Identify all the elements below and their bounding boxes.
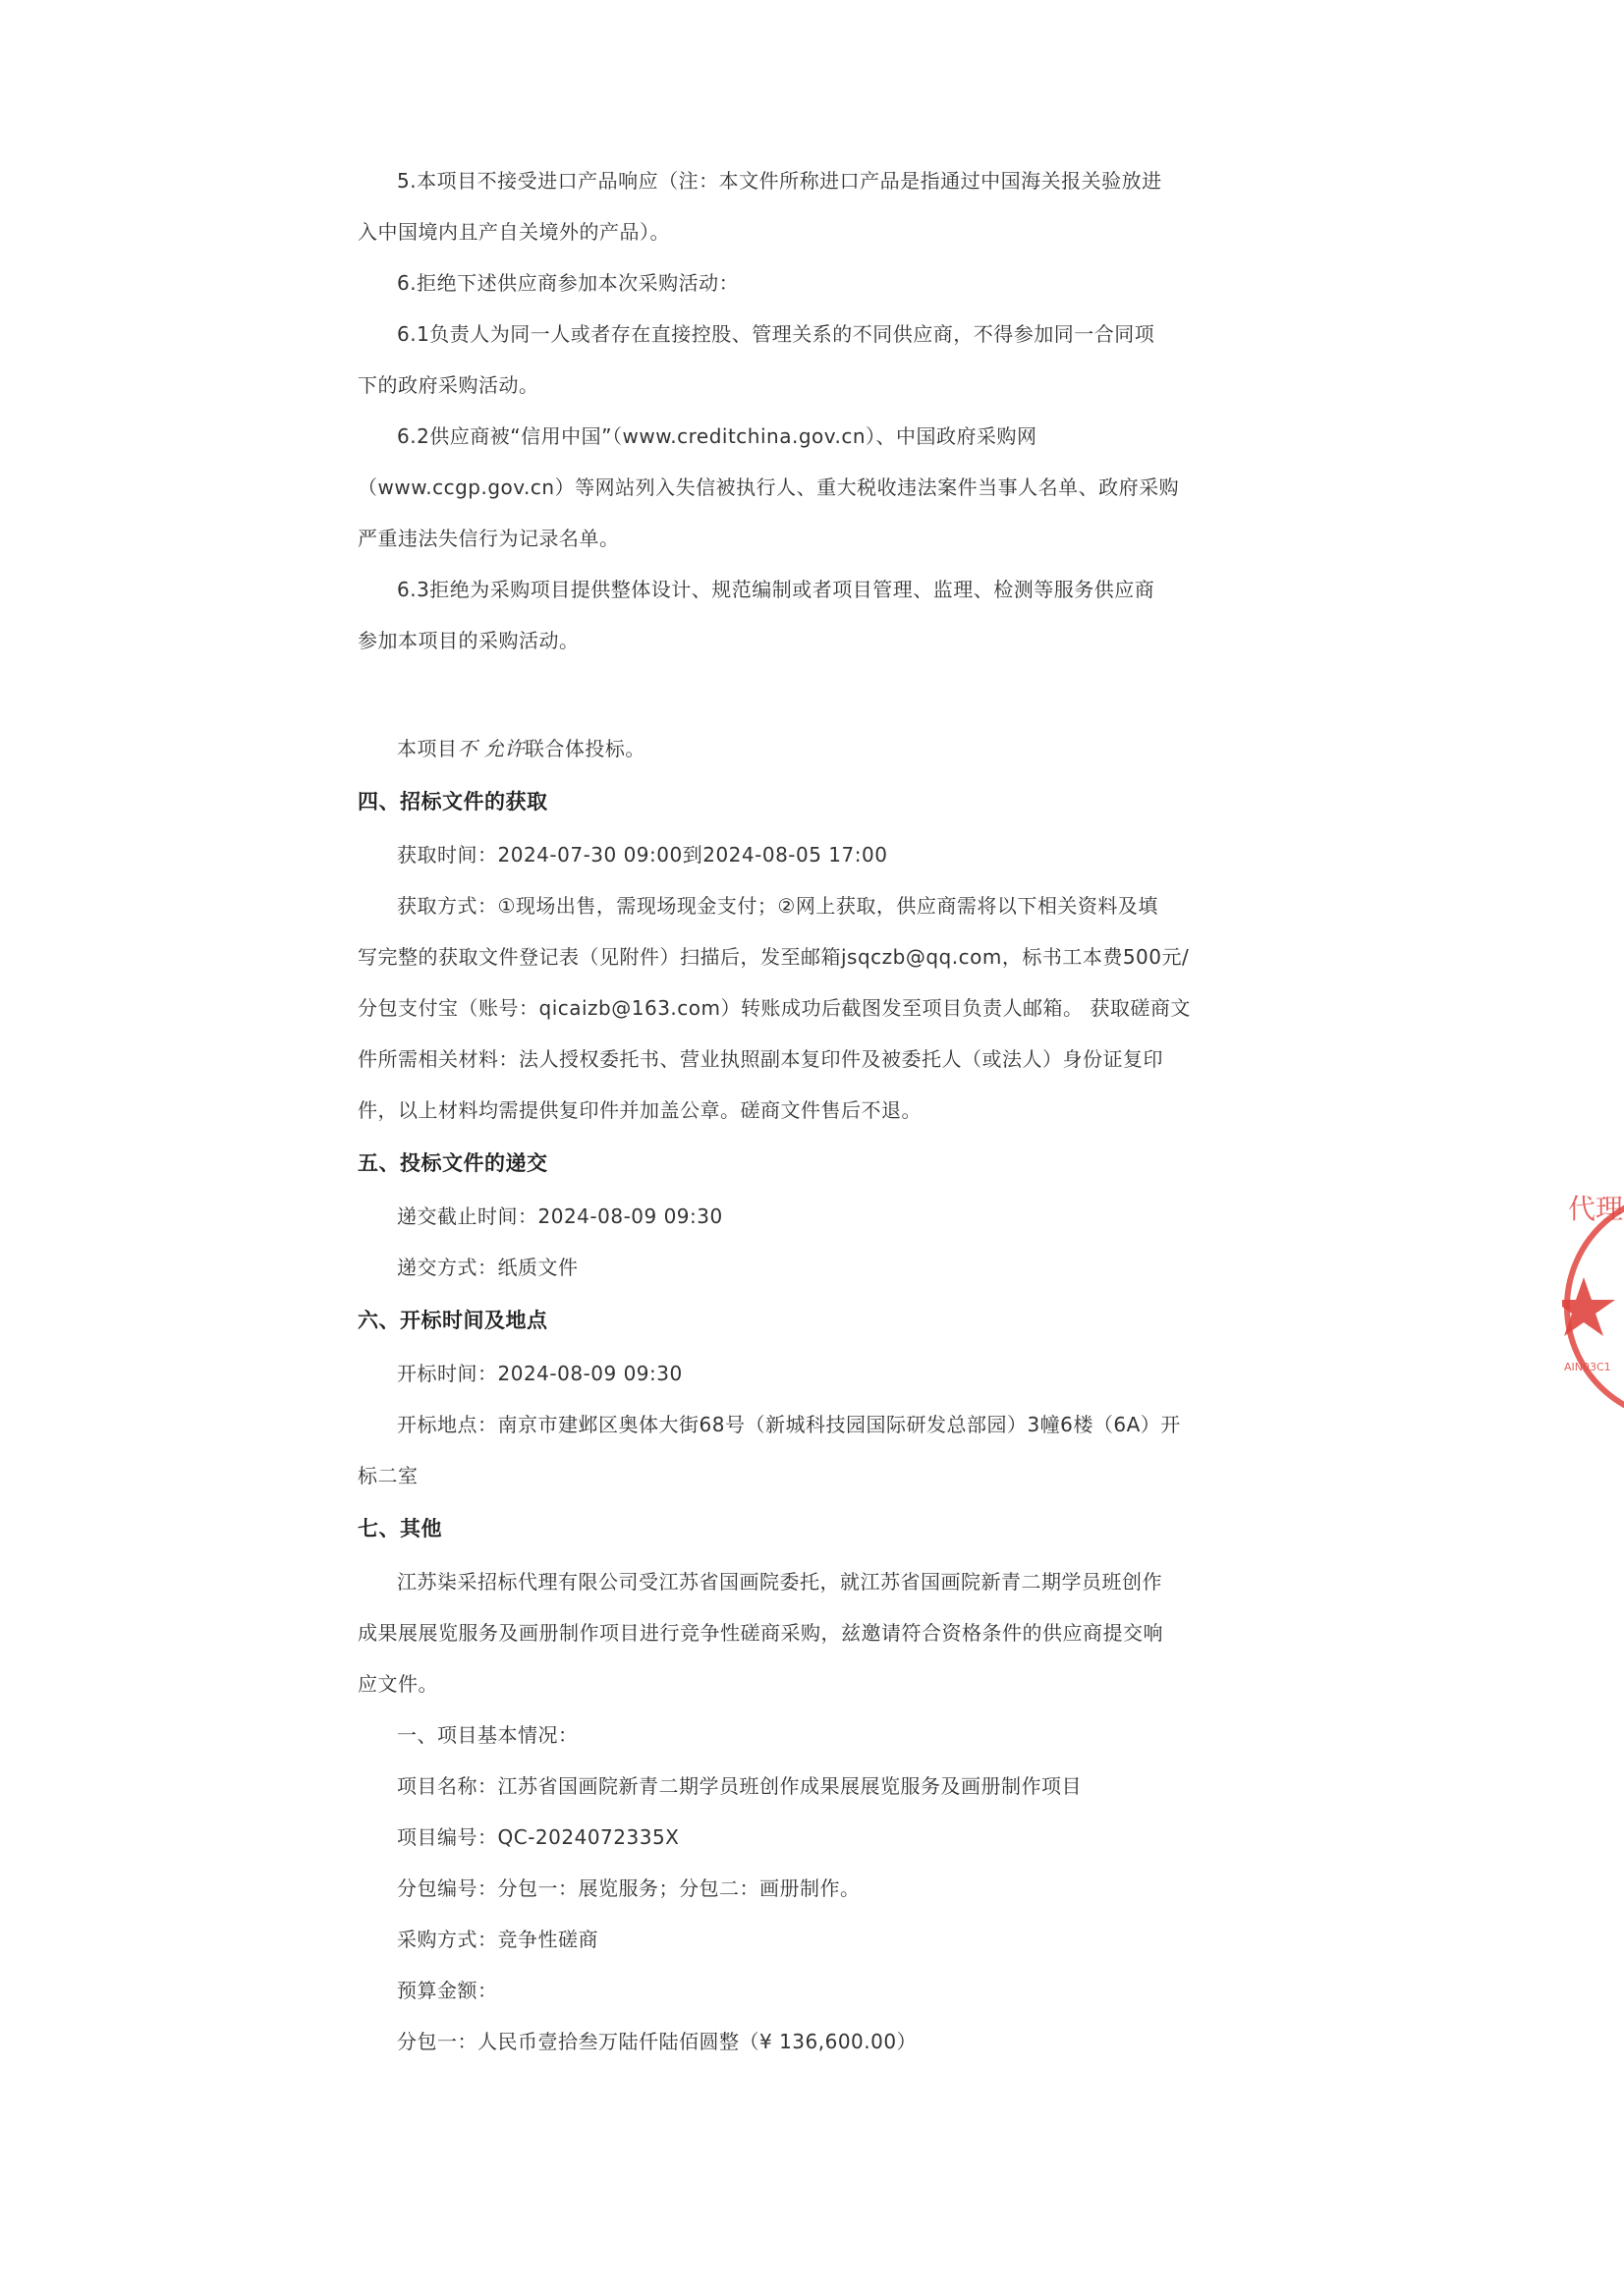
obtain-method-line-4: 件所需相关材料：法人授权委托书、营业执照副本复印件及被委托人（或法人）身份证复印 [358,1047,1163,1071]
consortium-not-allowed: 不 允许 [457,737,525,760]
submit-method: 递交方式：纸质文件 [397,1256,579,1279]
budget-label: 预算金额： [397,1979,498,2002]
para-6-1-line-2: 下的政府采购活动。 [358,373,539,397]
other-line-1: 江苏柒采招标代理有限公司受江苏省国画院委托，就江苏省国画院新青二期学员班创作 [397,1570,1162,1594]
obtain-method-line-5: 件，以上材料均需提供复印件并加盖公章。磋商文件售后不退。 [358,1098,922,1122]
para-6-line: 6.拒绝下述供应商参加本次采购活动： [397,271,740,295]
para-5-line-1: 5.本项目不接受进口产品响应（注：本文件所称进口产品是指通过中国海关报关验放进 [397,169,1162,193]
company-seal-stamp [1562,1174,1624,1439]
procurement-method: 采购方式：竞争性磋商 [397,1928,598,1951]
section-6-heading: 六、开标时间及地点 [358,1308,548,1332]
budget-lot-1: 分包一：人民币壹拾叁万陆仟陆佰圆整（¥ 136,600.00） [397,2030,918,2053]
para-6-2-line-2: （www.ccgp.gov.cn）等网站列入失信被执行人、重大税收违法案件当事人名单、政府采购 [358,476,1180,499]
project-name: 项目名称：江苏省国画院新青二期学员班创作成果展展览服务及画册制作项目 [397,1774,1082,1798]
obtain-method-line-1: 获取方式：①现场出售，需现场现金支付；②网上获取，供应商需将以下相关资料及填 [397,894,1158,918]
para-6-3-line-2: 参加本项目的采购活动。 [358,629,580,652]
para-6-2-line-1: 6.2供应商被“信用中国”（www.creditchina.gov.cn）、中国政府采购网 [397,424,1037,448]
para-6-2-line-3: 严重违法失信行为记录名单。 [358,527,620,550]
consortium-suffix: 联合体投标。 [524,737,645,760]
consortium-prefix: 本项目 [397,737,458,760]
opening-time: 开标时间：2024-08-09 09:30 [397,1362,683,1385]
obtain-time: 获取时间：2024-07-30 09:00到2024-08-05 17:00 [397,843,888,867]
consortium-line [397,735,645,762]
other-line-3: 应文件。 [358,1672,438,1696]
project-number: 项目编号：QC-2024072335X [397,1825,680,1849]
project-basic-heading: 一、项目基本情况： [397,1723,579,1747]
opening-location-line-1: 开标地点：南京市建邺区奥体大街68号（新城科技园国际研发总部园）3幢6楼（6A）开 [397,1413,1181,1436]
para-6-1-line-1: 6.1负责人为同一人或者存在直接控股、管理关系的不同供应商，不得参加同一合同项 [397,322,1155,346]
obtain-method-line-2: 写完整的获取文件登记表（见附件）扫描后，发至邮箱jsqczb@qq.com，标书工本费500元/ [358,945,1190,969]
lot-numbers: 分包编号：分包一：展览服务；分包二：画册制作。 [397,1876,861,1900]
submit-deadline: 递交截止时间：2024-08-09 09:30 [397,1204,723,1228]
section-7-heading: 七、其他 [358,1516,442,1540]
svg-text:代理: 代理 [1568,1193,1624,1225]
opening-location-line-2: 标二室 [358,1464,419,1487]
para-6-3-line-1: 6.3拒绝为采购项目提供整体设计、规范编制或者项目管理、监理、检测等服务供应商 [397,578,1155,601]
para-5-line-2: 入中国境内且产自关境外的产品）。 [358,220,670,244]
obtain-method-line-3: 分包支付宝（账号：qicaizb@163.com）转账成功后截图发至项目负责人邮箱。 获取磋商文 [358,996,1191,1020]
other-line-2: 成果展展览服务及画册制作项目进行竞争性磋商采购，兹邀请符合资格条件的供应商提交响 [358,1621,1163,1645]
section-5-heading: 五、投标文件的递交 [358,1150,548,1175]
svg-text:AIN03C1: AIN03C1 [1564,1361,1611,1373]
section-4-heading: 四、招标文件的获取 [358,789,548,813]
